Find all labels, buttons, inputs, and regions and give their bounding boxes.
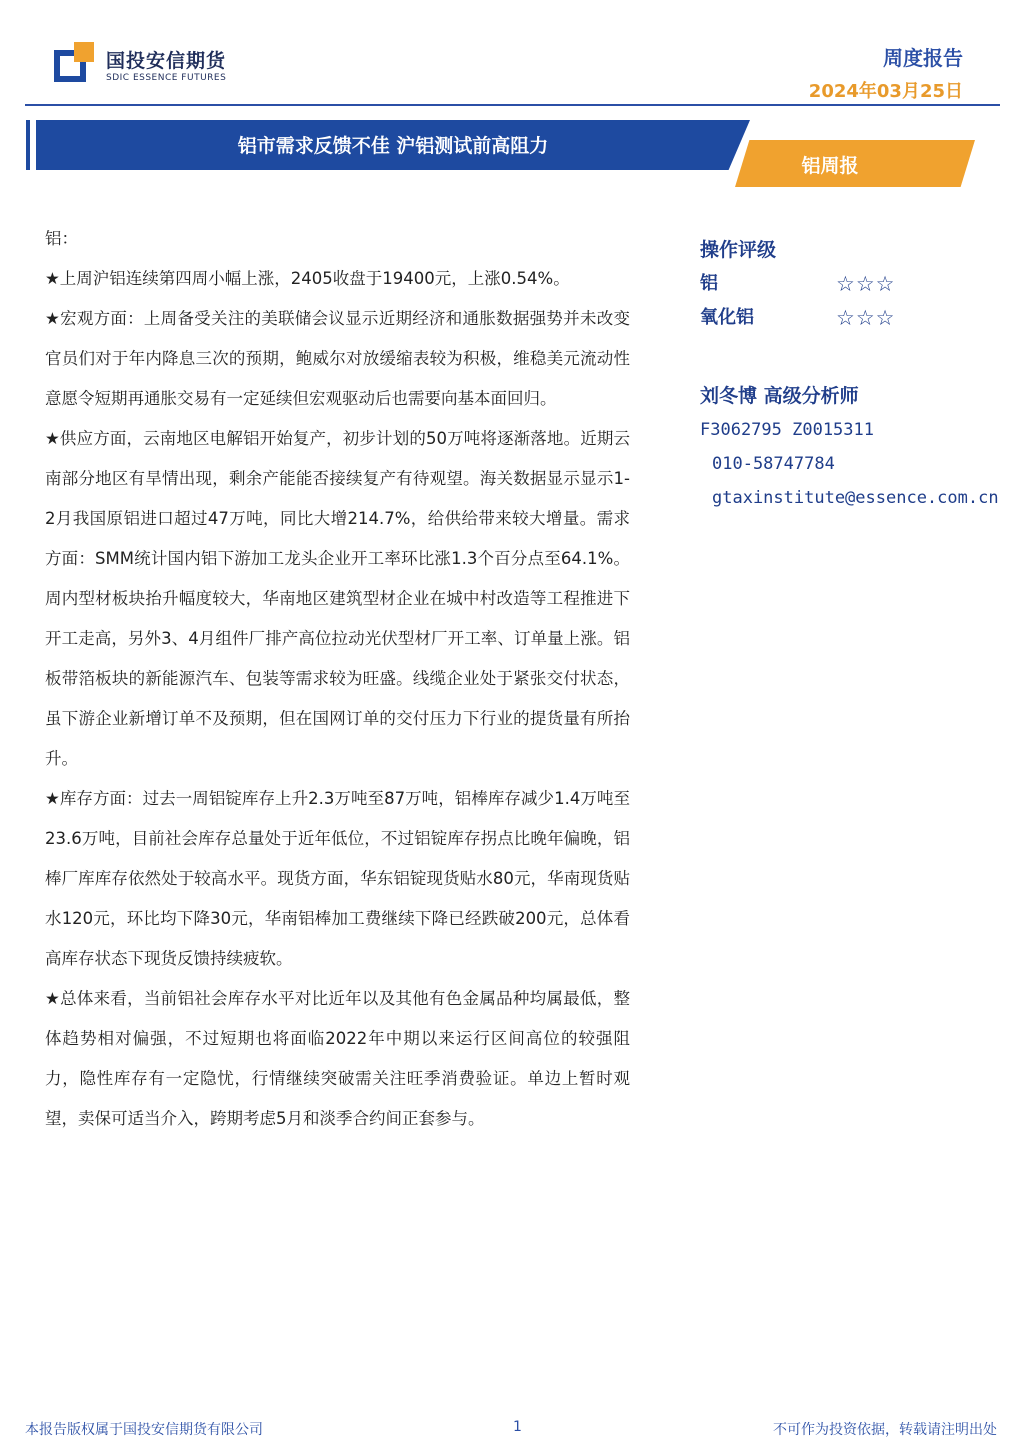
body-heading: 铝： [45, 229, 78, 248]
logo-name-en: SDIC ESSENCE FUTURES [106, 73, 227, 83]
paragraph-macro: ★宏观方面：上周备受关注的美联储会议显示近期经济和通胀数据强势并未改变官员们对于年内降息三次的预期，鲍威尔对放缓缩表较为积极，维稳美元流动性意愿令短期再通胀交易有一定延续但宏观驱动后也需要向基本面回归。 [45, 309, 630, 408]
footer-disclaimer: 不可作为投资依据，转载请注明出处 [773, 1422, 997, 1438]
rating-title: 操作评级 [700, 239, 777, 261]
report-title: 铝市需求反馈不佳 沪铝测试前高阻力 [237, 135, 549, 157]
rating-row-aluminum [700, 267, 1020, 301]
logo-mark-icon [54, 42, 94, 82]
paragraph-weekly-summary: ★上周沪铝连续第四周小幅上涨，2405收盘于19400元，上涨0.54%。 [45, 269, 570, 288]
sidebar [700, 233, 1020, 515]
page-number: 1 [513, 1419, 522, 1435]
paragraph-inventory: ★库存方面：过去一周铝锭库存上升2.3万吨至87万吨，铝棒库存减少1.4万吨至23.6万吨，目前社会库存总量处于近年低位，不过铝锭库存拐点比晚年偏晚，铝棒厂库库存依然处于较高水平。现货方面，华东铝锭现货贴水80元，华南现货贴水120元，环比均下降30元，华南铝棒加工费继续下降已经跌破200元，总体看高库存状态下现货反馈持续疲软。 [45, 789, 630, 968]
rating-row-alumina [700, 301, 1020, 335]
star-rating-icon: ☆☆☆ [836, 306, 896, 330]
report-tag: 铝周报 [801, 155, 859, 177]
analyst-name: 刘冬博 高级分析师 [700, 385, 859, 407]
analyst-license: F3062795 Z0015311 [700, 420, 874, 440]
paragraph-conclusion: ★总体来看，当前铝社会库存水平对比近年以及其他有色金属品种均属最低，整体趋势相对偏强，不过短期也将面临2022年中期以来运行区间高位的较强阻力，隐性库存有一定隐忧，行情继续突破需关注旺季消费验证。单边上暂时观望，卖保可适当介入，跨期考虑5月和淡季合约间正套参与。 [45, 989, 630, 1128]
report-type: 周度报告 [883, 46, 963, 70]
analyst-email[interactable]: gtaxinstitute@essence.com.cn [712, 488, 999, 508]
title-accent-bar [26, 120, 30, 170]
rating-name: 铝 [700, 273, 718, 294]
star-rating-icon: ☆☆☆ [836, 272, 896, 296]
report-body [45, 219, 630, 1139]
report-date: 2024年03月25日 [808, 81, 963, 102]
header-divider [25, 104, 1000, 106]
analyst-phone: 010-58747784 [712, 454, 835, 474]
footer-copyright: 本报告版权属于国投安信期货有限公司 [25, 1422, 263, 1438]
paragraph-supply-demand: ★供应方面，云南地区电解铝开始复产，初步计划的50万吨将逐渐落地。近期云南部分地区有旱情出现，剩余产能能否接续复产有待观望。海关数据显示显示1-2月我国原铝进口超过47万吨，同比大增214.7%，给供给带来较大增量。需求方面：SMM统计国内铝下游加工龙头企业开工率环比涨1.3个百分点至64.1%。周内型材板块抬升幅度较大，华南地区建筑型材企业在城中村改造等工程推进下开工走高，另外3、4月组件厂排产高位拉动光伏型材厂开工率、订单量上涨。铝板带箔板块的新能源汽车、包装等需求较为旺盛。线缆企业处于紧张交付状态，虽下游企业新增订单不及预期，但在国网订单的交付压力下行业的提货量有所抬升。 [45, 429, 630, 768]
company-logo [54, 42, 254, 88]
logo-name-cn: 国投安信期货 [106, 50, 227, 72]
rating-name: 氧化铝 [700, 307, 754, 328]
